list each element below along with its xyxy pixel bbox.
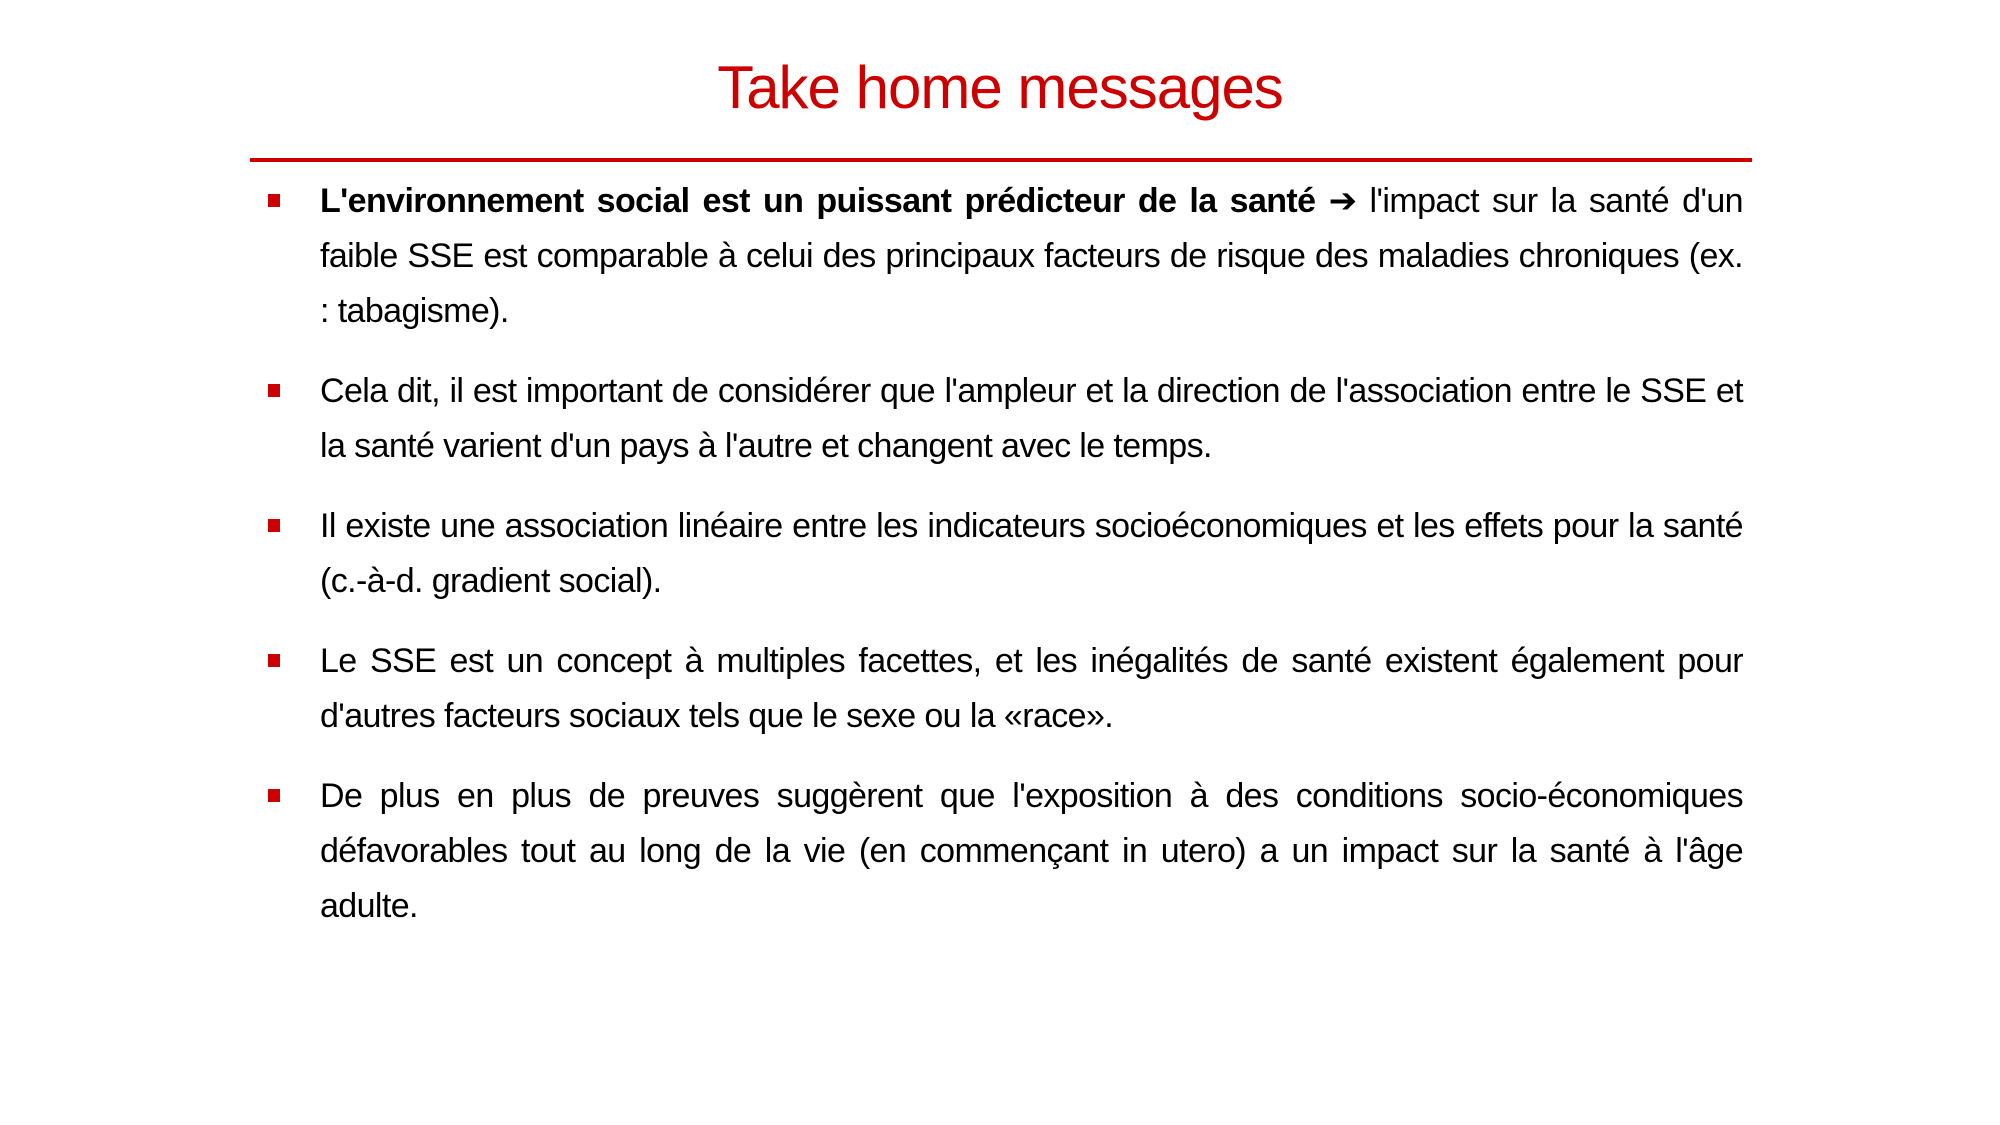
square-bullet-icon bbox=[268, 194, 280, 207]
bullet-item bbox=[265, 634, 1743, 744]
bullet-list bbox=[265, 174, 1743, 959]
square-bullet-icon bbox=[268, 654, 280, 667]
slide-title: Take home messages bbox=[717, 54, 1283, 121]
bullet-text: l'impact sur la santé d'un faible SSE est comparable à celui des principaux facteurs de risque des maladies chroniques (ex. : tabagisme). bbox=[320, 182, 1743, 330]
bullet-text: Cela dit, il est important de considérer que l'ampleur et la direction de l'association entre le SSE et la santé varient d'un pays à l'autre et changent avec le temps. bbox=[320, 372, 1743, 465]
bullet-text: De plus en plus de preuves suggèrent que l'exposition à des conditions socio-économiques défavorables tout au long de la vie (en commençant in utero) a un impact sur la santé à l'âge adulte. bbox=[320, 777, 1743, 925]
bullet-bold-lead: L'environnement social est un puissant prédicteur de la santé bbox=[320, 182, 1316, 220]
bullet-text: Il existe une association linéaire entre les indicateurs socioéconomiques et les effets pour la santé (c.-à-d. gradient social). bbox=[320, 507, 1743, 600]
title-divider bbox=[250, 158, 1752, 162]
square-bullet-icon bbox=[268, 789, 280, 802]
right-arrow-icon: ➔ bbox=[1328, 182, 1357, 220]
bullet-item bbox=[265, 499, 1743, 609]
bullet-item bbox=[265, 174, 1743, 339]
bullet-item bbox=[265, 364, 1743, 474]
square-bullet-icon bbox=[268, 384, 280, 397]
square-bullet-icon bbox=[268, 519, 280, 532]
bullet-text: Le SSE est un concept à multiples facettes, et les inégalités de santé existent également pour d'autres facteurs sociaux tels que le sexe ou la «race». bbox=[320, 642, 1743, 735]
bullet-item bbox=[265, 769, 1743, 934]
